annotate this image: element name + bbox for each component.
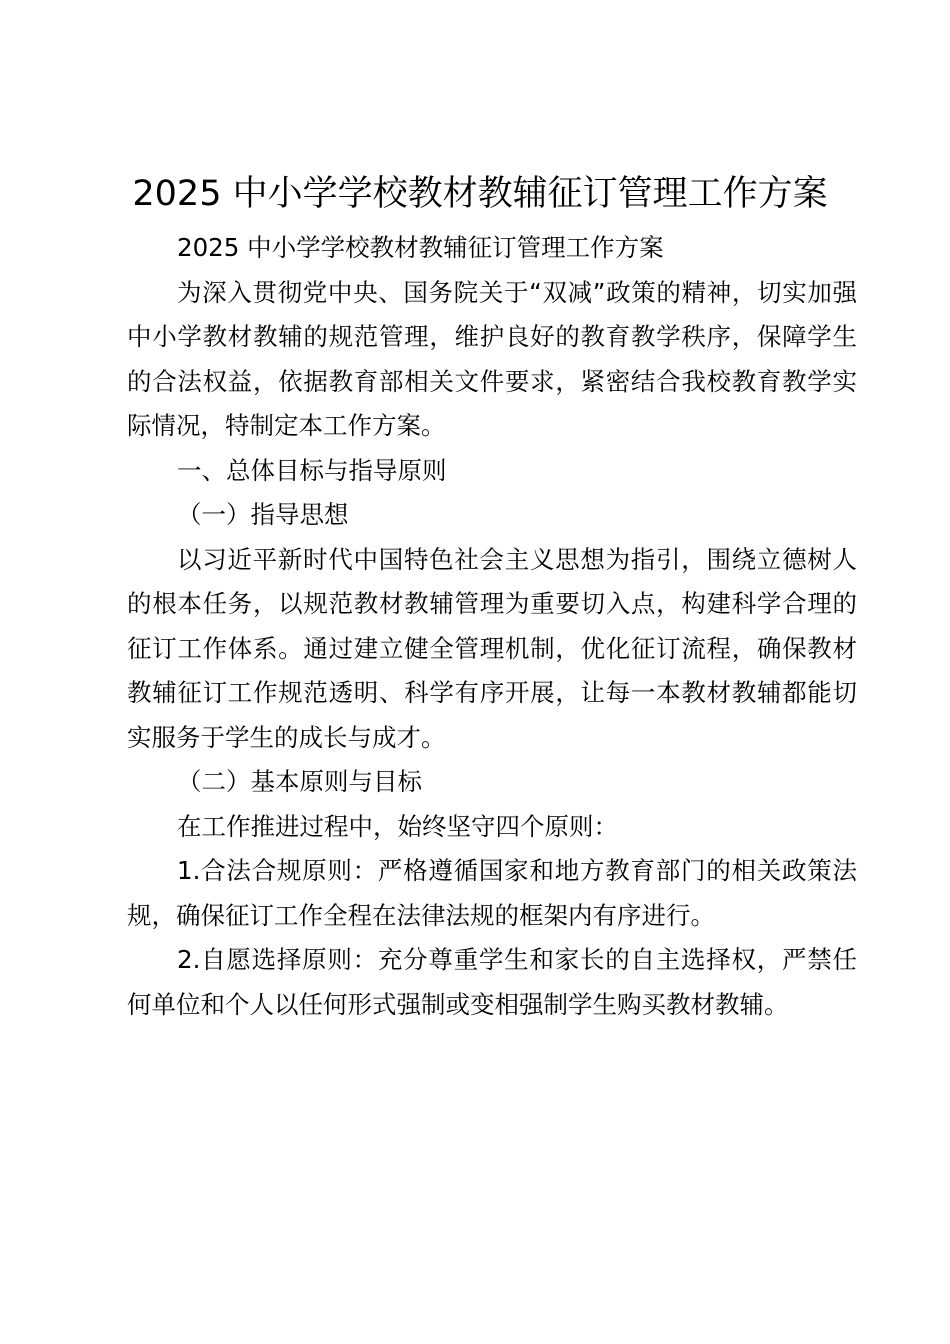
- document-body: [127, 226, 857, 1027]
- section-heading-1: 一、总体目标与指导原则: [177, 455, 447, 485]
- principle-2-paragraph: 2.自愿选择原则：充分尊重学生和家长的自主选择权，严禁任何单位和个人以任何形式强制或变相强制学生购买教材教辅。: [127, 945, 857, 1019]
- subtitle-paragraph: 2025 中小学学校教材教辅征订管理工作方案: [177, 233, 664, 262]
- intro-paragraph: 为深入贯彻党中央、国务院关于“双减”政策的精神，切实加强中小学教材教辅的规范管理，维护良好的教育教学秩序，保障学生的合法权益，依据教育部相关文件要求，紧密结合我校教育教学实际情况，特制定本工作方案。: [127, 277, 857, 440]
- principles-intro-paragraph: 在工作推进过程中，始终坚守四个原则：: [177, 811, 618, 841]
- principle-1-paragraph: 1.合法合规原则：严格遵循国家和地方教育部门的相关政策法规，确保征订工作全程在法律法规的框架内有序进行。: [127, 856, 857, 930]
- guiding-ideology-paragraph: 以习近平新时代中国特色社会主义思想为指引，围绕立德树人的根本任务，以规范教材教辅管理为重要切入点，构建科学合理的征订工作体系。通过建立健全管理机制，优化征订流程，确保教材教辅征订工作规范透明、科学有序开展，让每一本教材教辅都能切实服务于学生的成长与成才。: [127, 544, 857, 752]
- document-title: 2025 中小学学校教材教辅征订管理工作方案: [132, 174, 828, 214]
- subsection-heading-1: （一）指导思想: [177, 500, 349, 529]
- subsection-heading-2: （二）基本原则与目标: [177, 767, 422, 796]
